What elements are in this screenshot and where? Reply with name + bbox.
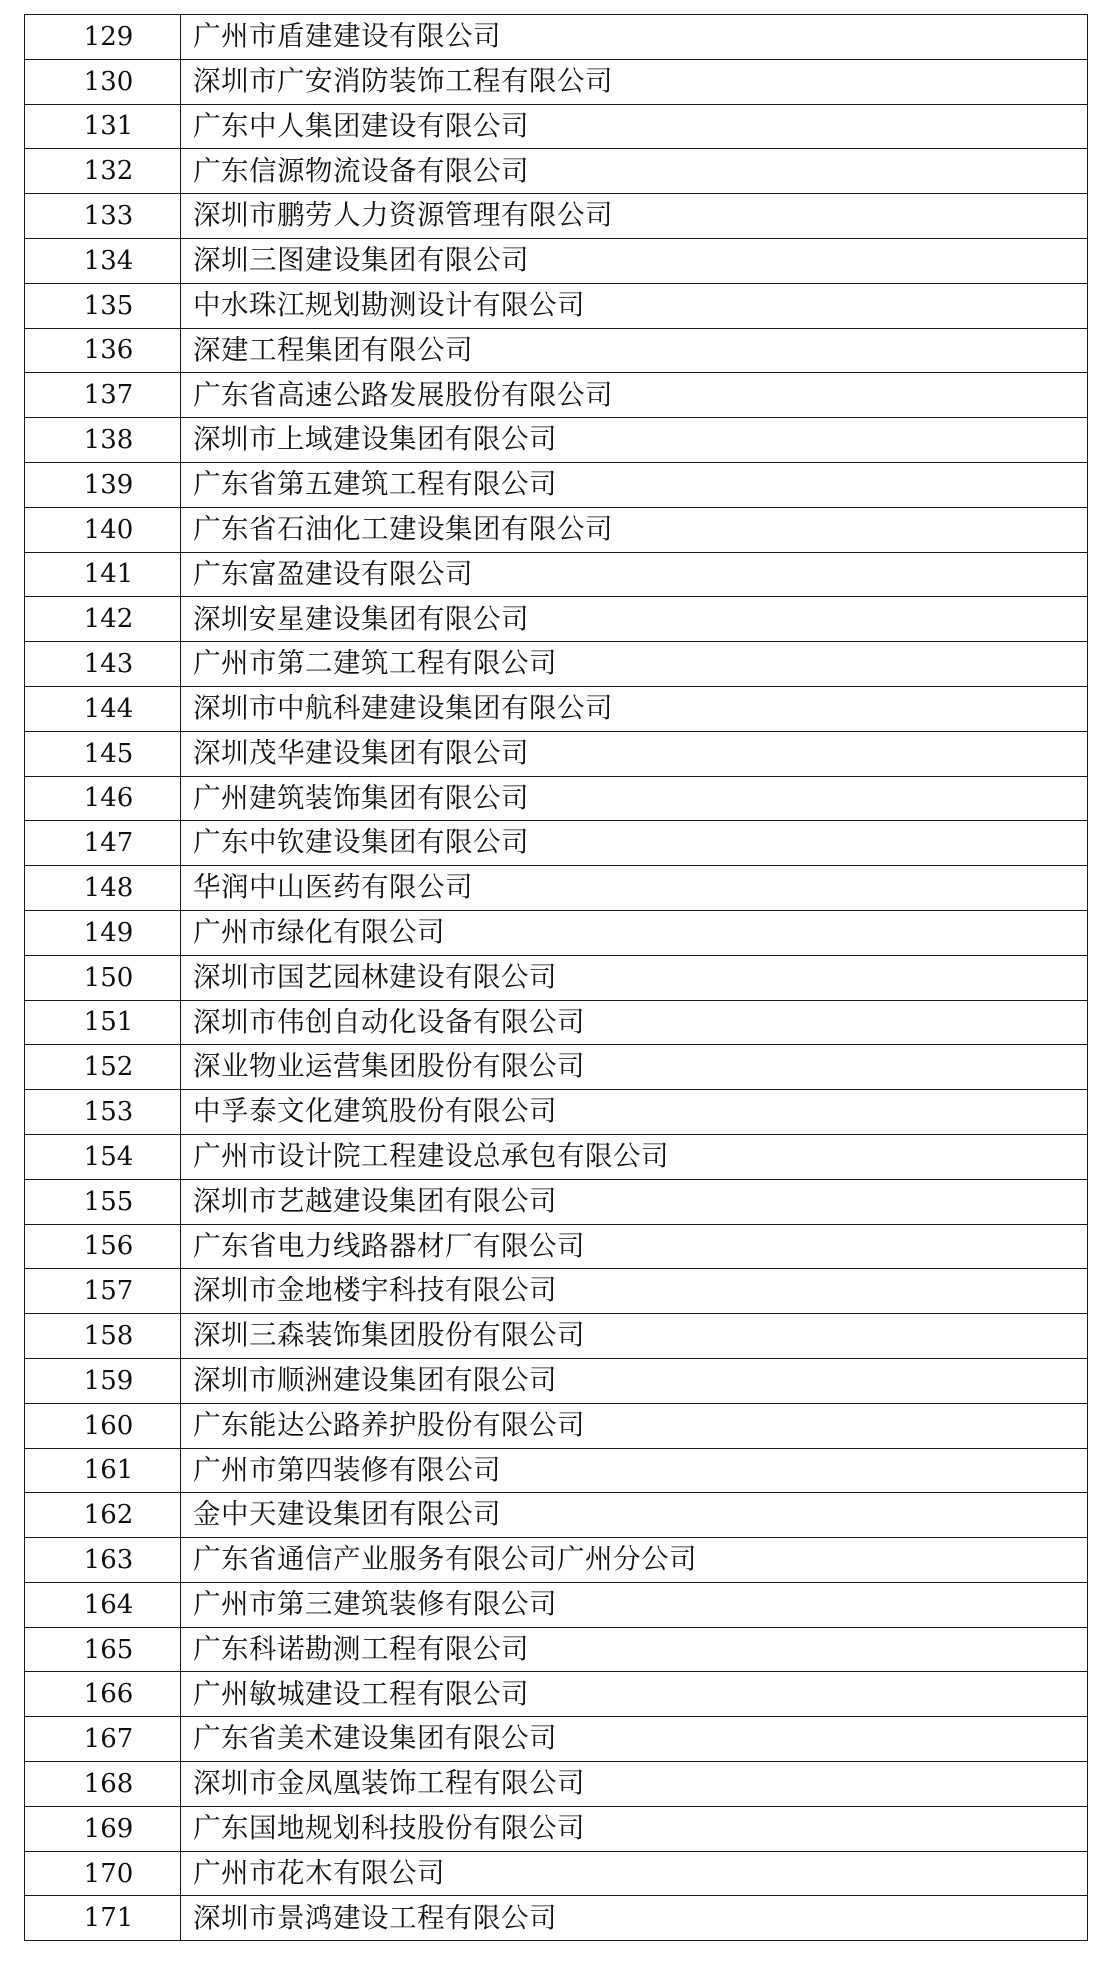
company-name: 广州建筑装饰集团有限公司 <box>181 776 1088 821</box>
company-name: 广东省高速公路发展股份有限公司 <box>181 373 1088 418</box>
row-number: 143 <box>25 642 181 687</box>
company-name: 广东省通信产业服务有限公司广州分公司 <box>181 1538 1088 1583</box>
company-name: 中孚泰文化建筑股份有限公司 <box>181 1090 1088 1135</box>
company-name: 深圳市上域建设集团有限公司 <box>181 418 1088 463</box>
row-number: 171 <box>25 1896 181 1941</box>
company-name: 广州敏城建设工程有限公司 <box>181 1672 1088 1717</box>
row-number: 170 <box>25 1851 181 1896</box>
table-row <box>25 1717 1088 1762</box>
table-row <box>25 1314 1088 1359</box>
row-number: 156 <box>25 1224 181 1269</box>
row-number: 166 <box>25 1672 181 1717</box>
company-name: 广东信源物流设备有限公司 <box>181 149 1088 194</box>
row-number: 155 <box>25 1179 181 1224</box>
table-row <box>25 866 1088 911</box>
company-name: 中水珠江规划勘测设计有限公司 <box>181 283 1088 328</box>
table-row <box>25 507 1088 552</box>
table-row <box>25 1448 1088 1493</box>
company-name: 广东科诺勘测工程有限公司 <box>181 1627 1088 1672</box>
row-number: 144 <box>25 686 181 731</box>
row-number: 131 <box>25 104 181 149</box>
row-number: 165 <box>25 1627 181 1672</box>
table-row <box>25 910 1088 955</box>
table-row <box>25 776 1088 821</box>
table-row <box>25 149 1088 194</box>
table-row <box>25 1090 1088 1135</box>
company-name: 深圳市顺洲建设集团有限公司 <box>181 1358 1088 1403</box>
row-number: 152 <box>25 1045 181 1090</box>
table-row <box>25 597 1088 642</box>
company-name: 深圳市国艺园林建设有限公司 <box>181 955 1088 1000</box>
table-row <box>25 1538 1088 1583</box>
company-name: 深圳市景鸿建设工程有限公司 <box>181 1896 1088 1941</box>
company-name: 华润中山医药有限公司 <box>181 866 1088 911</box>
row-number: 148 <box>25 866 181 911</box>
row-number: 149 <box>25 910 181 955</box>
company-name: 金中天建设集团有限公司 <box>181 1493 1088 1538</box>
row-number: 169 <box>25 1806 181 1851</box>
table-row <box>25 1762 1088 1807</box>
row-number: 150 <box>25 955 181 1000</box>
company-name: 广州市第二建筑工程有限公司 <box>181 642 1088 687</box>
table-row <box>25 686 1088 731</box>
row-number: 145 <box>25 731 181 776</box>
table-row <box>25 462 1088 507</box>
table-row <box>25 1000 1088 1045</box>
company-name: 广东省美术建设集团有限公司 <box>181 1717 1088 1762</box>
company-name: 深圳市广安消防装饰工程有限公司 <box>181 59 1088 104</box>
company-name: 广州市绿化有限公司 <box>181 910 1088 955</box>
company-name: 深圳安星建设集团有限公司 <box>181 597 1088 642</box>
table-row <box>25 1358 1088 1403</box>
table-row <box>25 194 1088 239</box>
company-name: 深圳三森装饰集团股份有限公司 <box>181 1314 1088 1359</box>
company-name: 深圳市艺越建设集团有限公司 <box>181 1179 1088 1224</box>
company-name: 广东富盈建设有限公司 <box>181 552 1088 597</box>
table-row <box>25 955 1088 1000</box>
company-name: 广东省第五建筑工程有限公司 <box>181 462 1088 507</box>
company-name: 广州市第四装修有限公司 <box>181 1448 1088 1493</box>
row-number: 134 <box>25 238 181 283</box>
row-number: 162 <box>25 1493 181 1538</box>
table-row <box>25 283 1088 328</box>
row-number: 141 <box>25 552 181 597</box>
table-row <box>25 373 1088 418</box>
company-name: 深圳市金地楼宇科技有限公司 <box>181 1269 1088 1314</box>
company-name: 深圳茂华建设集团有限公司 <box>181 731 1088 776</box>
row-number: 129 <box>25 15 181 60</box>
table-row <box>25 1493 1088 1538</box>
company-name: 广东国地规划科技股份有限公司 <box>181 1806 1088 1851</box>
company-name: 广东中钦建设集团有限公司 <box>181 821 1088 866</box>
table-row <box>25 642 1088 687</box>
table-row <box>25 1582 1088 1627</box>
row-number: 158 <box>25 1314 181 1359</box>
row-number: 133 <box>25 194 181 239</box>
table-row <box>25 731 1088 776</box>
row-number: 140 <box>25 507 181 552</box>
company-name: 深圳市金凤凰装饰工程有限公司 <box>181 1762 1088 1807</box>
table-row <box>25 1403 1088 1448</box>
row-number: 168 <box>25 1762 181 1807</box>
row-number: 132 <box>25 149 181 194</box>
table-row <box>25 238 1088 283</box>
company-name: 深圳市伟创自动化设备有限公司 <box>181 1000 1088 1045</box>
row-number: 164 <box>25 1582 181 1627</box>
document-page <box>24 14 1088 1941</box>
company-list-table <box>24 14 1088 1941</box>
table-row <box>25 1672 1088 1717</box>
row-number: 167 <box>25 1717 181 1762</box>
company-name: 深业物业运营集团股份有限公司 <box>181 1045 1088 1090</box>
company-name: 广东省石油化工建设集团有限公司 <box>181 507 1088 552</box>
table-row <box>25 1045 1088 1090</box>
company-name: 深圳市中航科建建设集团有限公司 <box>181 686 1088 731</box>
table-row <box>25 59 1088 104</box>
company-name: 广州市设计院工程建设总承包有限公司 <box>181 1134 1088 1179</box>
company-name: 深圳三图建设集团有限公司 <box>181 238 1088 283</box>
row-number: 136 <box>25 328 181 373</box>
table-row <box>25 328 1088 373</box>
row-number: 159 <box>25 1358 181 1403</box>
table-row <box>25 1806 1088 1851</box>
row-number: 151 <box>25 1000 181 1045</box>
company-name: 深圳市鹏劳人力资源管理有限公司 <box>181 194 1088 239</box>
table-row <box>25 821 1088 866</box>
table-row <box>25 1134 1088 1179</box>
row-number: 154 <box>25 1134 181 1179</box>
table-row <box>25 552 1088 597</box>
table-row <box>25 15 1088 60</box>
table-row <box>25 1269 1088 1314</box>
row-number: 137 <box>25 373 181 418</box>
row-number: 139 <box>25 462 181 507</box>
table-body <box>25 15 1088 1941</box>
company-name: 广州市盾建建设有限公司 <box>181 15 1088 60</box>
table-row <box>25 418 1088 463</box>
table-row <box>25 1627 1088 1672</box>
table-row <box>25 1851 1088 1896</box>
row-number: 160 <box>25 1403 181 1448</box>
company-name: 广东中人集团建设有限公司 <box>181 104 1088 149</box>
company-name: 深建工程集团有限公司 <box>181 328 1088 373</box>
company-name: 广州市第三建筑装修有限公司 <box>181 1582 1088 1627</box>
row-number: 161 <box>25 1448 181 1493</box>
row-number: 163 <box>25 1538 181 1583</box>
row-number: 130 <box>25 59 181 104</box>
row-number: 147 <box>25 821 181 866</box>
table-row <box>25 1224 1088 1269</box>
company-name: 广东能达公路养护股份有限公司 <box>181 1403 1088 1448</box>
table-row <box>25 1179 1088 1224</box>
company-name: 广州市花木有限公司 <box>181 1851 1088 1896</box>
row-number: 146 <box>25 776 181 821</box>
row-number: 157 <box>25 1269 181 1314</box>
row-number: 135 <box>25 283 181 328</box>
table-row <box>25 1896 1088 1941</box>
row-number: 138 <box>25 418 181 463</box>
company-name: 广东省电力线路器材厂有限公司 <box>181 1224 1088 1269</box>
row-number: 153 <box>25 1090 181 1135</box>
row-number: 142 <box>25 597 181 642</box>
table-row <box>25 104 1088 149</box>
